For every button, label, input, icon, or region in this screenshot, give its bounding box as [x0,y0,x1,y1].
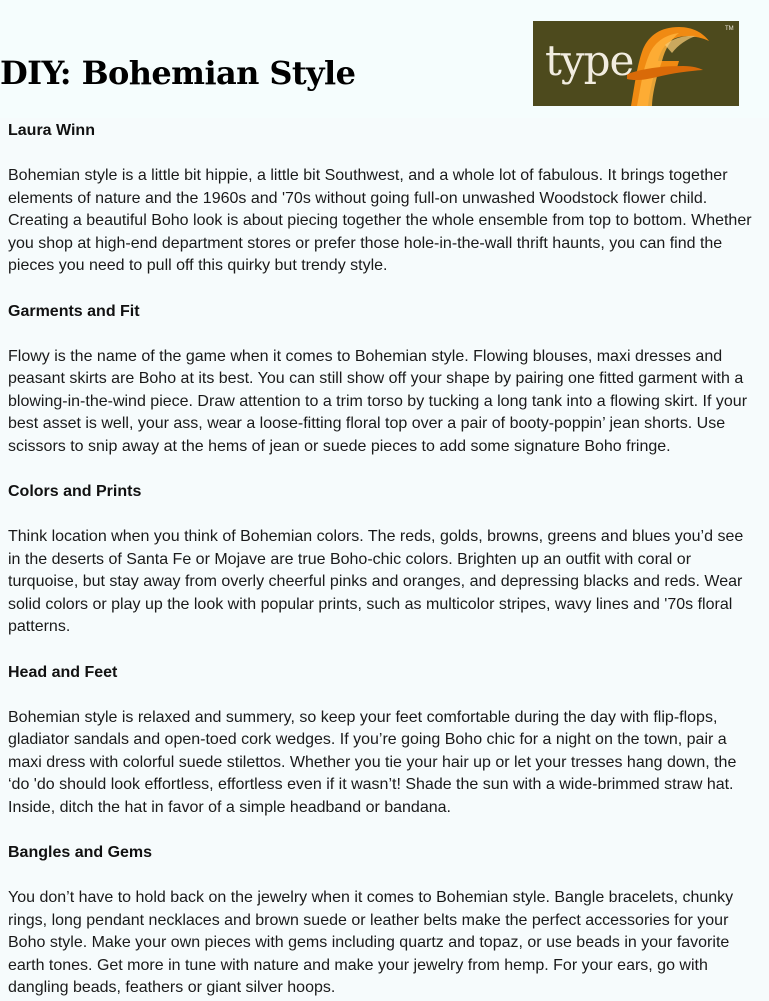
site-logo[interactable] [533,21,739,106]
spacer [8,865,760,887]
section-body-bangles: You don’t have to hold back on the jewelry when it comes to Bohemian style. Bangle bracelets, chunky rings, long pendant necklaces and brown suede or leather belts make the perfect accessories for your Boho style. Make your own pieces with gems including quartz and topaz, or use beads in your favorite earth tones. Get more in tune with nature and make your jewelry from hemp. For your ears, go with dangling beads, feathers or giant silver hoops. [8,889,734,996]
section-heading-bangles: Bangles and Gems [8,844,153,861]
spacer [8,504,760,526]
article-body [8,119,760,1000]
section-body-garments: Flowy is the name of the game when it comes to Bohemian style. Flowing blouses, maxi dresses and peasant skirts are Boho at its best. You can still show off your shape by pairing one fitted garment with a blowing-in-the-wind piece. Draw attention to a trim torso by tucking a long tank into a flowing skirt. If your best asset is well, your ass, wear a loose-fitting floral top over a pair of booty-poppin’ jean shorts. Use scissors to snip away at the hems of jean or suede pieces to add some signature Boho fringe. [8,347,748,455]
intro-paragraph: Bohemian style is a little bit hippie, a little bit Southwest, and a whole lot of fabulous. It brings together elements of nature and the 1960s and '70s without going full-on unwashed Woodstock flower child. Creating a beautiful Boho look is about piecing together the whole ensemble from top to bottom. Whether you shop at high-end department stores or prefer those hole-in-the-wall thrift haunts, you can find the pieces you need to pull off this quirky but trendy style. [8,167,752,274]
page-title: DIY: Bohemian Style [0,54,356,92]
section-body-head-feet: Bohemian style is relaxed and summery, so keep your feet comfortable during the day with flip-flops, gladiator sandals and open-toed cork wedges. If you’re going Boho chic for a night on the town, pair a maxi dress with colorful suede stilettos. Whether you tie your hair up or let your tresses hang down, the ‘do 'do should look effortless, effortless even if it wasn’t! Shade the sun with a wide-brimmed straw hat. Inside, ditch the hat in favor of a simple headband or bandana. [8,708,737,816]
section-body-colors: Think location when you think of Bohemian colors. The reds, golds, browns, greens and blues you’d see in the deserts of Santa Fe or Mojave are true Boho-chic colors. Brighten up an outfit with coral or turquoise, but stay away from overly cheerful pinks and oranges, and depressing blacks and reds. Wear solid colors or play up the look with popular prints, such as multicolor stripes, wavy lines and '70s floral patterns. [8,528,744,635]
spacer [8,819,760,841]
author-name: Laura Winn [8,122,95,139]
spacer [8,639,760,661]
section-heading-colors: Colors and Prints [8,483,142,500]
section-heading-head-feet: Head and Feet [8,663,118,681]
trademark-mark: TM [725,26,734,32]
section-heading-garments: Garments and Fit [8,302,140,320]
spacer [8,685,760,707]
spacer [8,143,760,165]
spacer [8,278,760,300]
logo-text: type [545,36,634,85]
spacer [8,458,760,480]
spacer [8,324,760,346]
article-header [0,0,769,118]
